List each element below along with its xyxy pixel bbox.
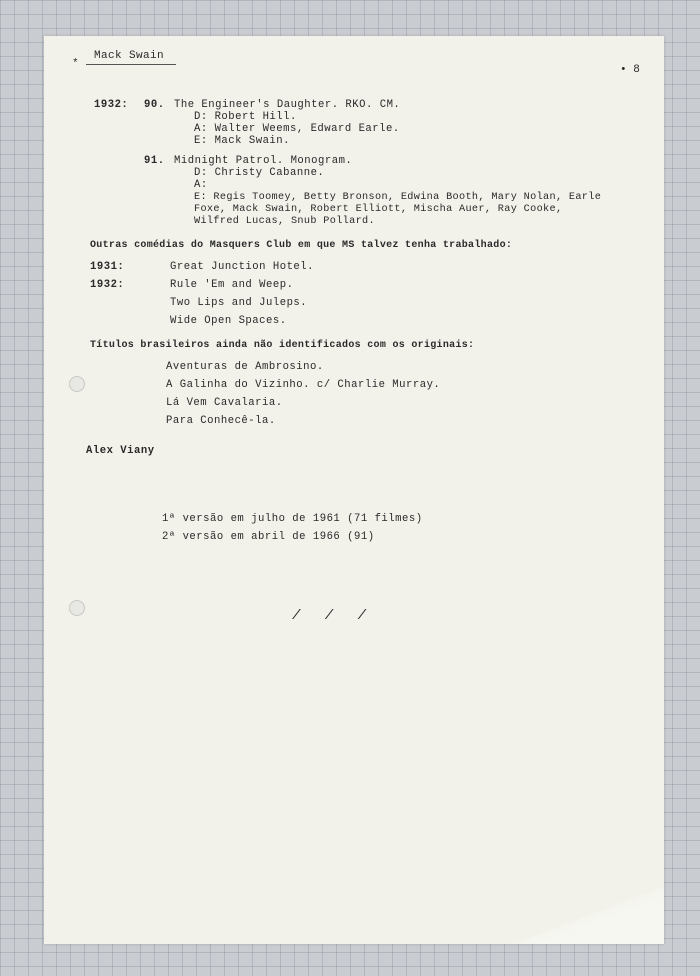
film-title: Two Lips and Juleps. <box>170 297 308 309</box>
film-title: Aventuras de Ambrosino. <box>166 361 324 373</box>
film-title: The Engineer's Daughter. RKO. CM. <box>174 99 401 111</box>
section-heading: Títulos brasileiros ainda não identificados com os originais: <box>90 340 475 351</box>
film-title: Rule 'Em and Weep. <box>170 279 294 291</box>
film-title: Wide Open Spaces. <box>170 315 287 327</box>
film-title: Midnight Patrol. Monogram. <box>174 155 353 167</box>
author-signature: Alex Viany <box>86 445 155 457</box>
film-title: Lá Vem Cavalaria. <box>166 397 283 409</box>
document-page <box>44 36 664 944</box>
year-label: 1932: <box>94 99 129 111</box>
header-underline <box>86 64 176 65</box>
film-director: D: Christy Cabanne. <box>194 167 325 179</box>
film-cast: E: Mack Swain. <box>194 135 291 147</box>
entry-number: 90. <box>144 99 165 111</box>
film-writers: A: <box>194 179 208 191</box>
closing-mark: / / / <box>292 608 375 624</box>
year-label: 1931: <box>90 261 125 273</box>
film-director: D: Robert Hill. <box>194 111 297 123</box>
film-cast-continued: Foxe, Mack Swain, Robert Elliott, Mischa Auer, Ray Cooke, <box>194 204 563 215</box>
header-name: Mack Swain <box>94 50 165 62</box>
entry-number: 91. <box>144 155 165 167</box>
version-note: 1ª versão em julho de 1961 (71 filmes) <box>162 513 423 525</box>
year-label: 1932: <box>90 279 125 291</box>
header-mark: * <box>72 58 79 70</box>
folded-corner <box>514 886 664 944</box>
film-cast-continued: Wilfred Lucas, Snub Pollard. <box>194 216 375 227</box>
film-cast: E: Regis Toomey, Betty Bronson, Edwina Booth, Mary Nolan, Earle <box>194 192 602 203</box>
punch-hole <box>69 376 85 392</box>
section-heading: Outras comédias do Masquers Club em que MS talvez tenha trabalhado: <box>90 240 513 251</box>
page-number: • 8 <box>620 64 640 76</box>
film-writers: A: Walter Weems, Edward Earle. <box>194 123 400 135</box>
film-title: A Galinha do Vizinho. c/ Charlie Murray. <box>166 379 441 391</box>
punch-hole <box>69 600 85 616</box>
film-title: Para Conhecê-la. <box>166 415 276 427</box>
version-note: 2ª versão em abril de 1966 (91) <box>162 531 375 543</box>
film-title: Great Junction Hotel. <box>170 261 315 273</box>
